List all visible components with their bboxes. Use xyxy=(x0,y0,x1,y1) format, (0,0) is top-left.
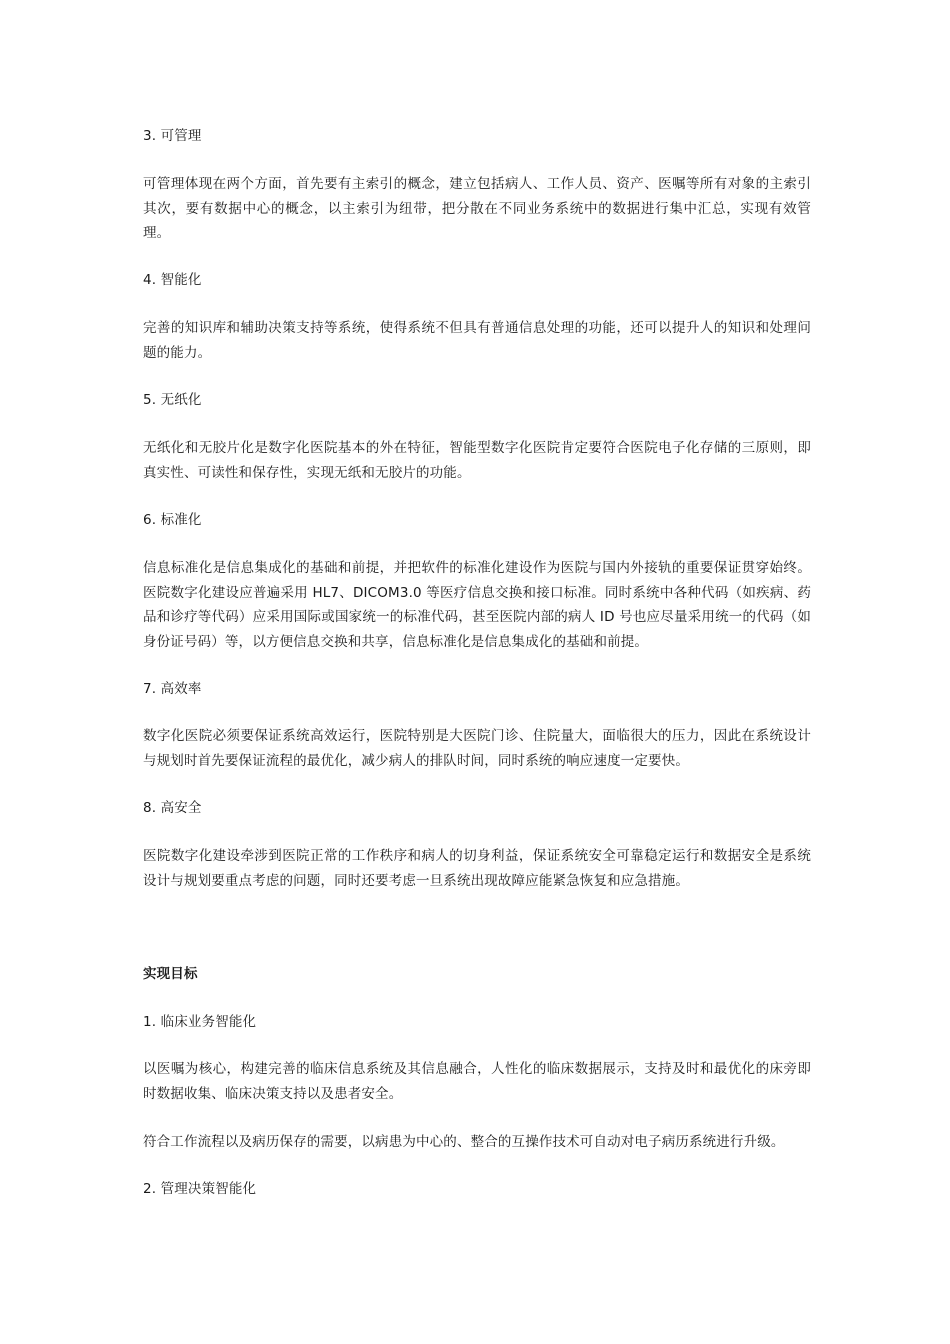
section-5-paragraph: 无纸化和无胶片化是数字化医院基本的外在特征，智能型数字化医院肯定要符合医院电子化存储的三原则，即真实性、可读性和保存性，实现无纸和无胶片的功能。 xyxy=(143,440,811,481)
goal-1-paragraph-2: 符合工作流程以及病历保存的需要，以病患为中心的、整合的互操作技术可自动对电子病历系统进行升级。 xyxy=(143,1134,785,1150)
section-4-heading: 4. 智能化 xyxy=(143,272,202,288)
goal-1-heading: 1. 临床业务智能化 xyxy=(143,1014,257,1030)
section-5-heading: 5. 无纸化 xyxy=(143,392,202,408)
section-4-paragraph: 完善的知识库和辅助决策支持等系统，使得系统不但具有普通信息处理的功能，还可以提升人的知识和处理问题的能力。 xyxy=(143,320,811,361)
section-3-paragraph: 可管理体现在两个方面，首先要有主索引的概念，建立包括病人、工作人员、资产、医嘱等所有对象的主索引 其次，要有数据中心的概念，以主索引为纽带，把分散在不同业务系统中的数据进行集中汇总，实现有效管理。 xyxy=(143,176,811,241)
section-6-heading: 6. 标准化 xyxy=(143,512,202,528)
section-7-paragraph: 数字化医院必须要保证系统高效运行，医院特别是大医院门诊、住院量大，面临很大的压力，因此在系统设计与规划时首先要保证流程的最优化，减少病人的排队时间，同时系统的响应速度一定要快。 xyxy=(143,728,811,769)
section-8-paragraph: 医院数字化建设牵涉到医院正常的工作秩序和病人的切身利益，保证系统安全可靠稳定运行和数据安全是系统设计与规划要重点考虑的问题，同时还要考虑一旦系统出现故障应能紧急恢复和应急措施。 xyxy=(143,848,811,889)
section-3-heading: 3. 可管理 xyxy=(143,128,202,144)
goals-title: 实现目标 xyxy=(143,966,198,982)
section-8-heading: 8. 高安全 xyxy=(143,800,202,816)
goal-2-heading: 2. 管理决策智能化 xyxy=(143,1181,257,1197)
section-6-paragraph: 信息标准化是信息集成化的基础和前提，并把软件的标准化建设作为医院与国内外接轨的重要保证贯穿始终。医院数字化建设应普遍采用 HL7、DICOM3.0 等医疗信息交换和接口标准。同时系统中各种代码（如疾病、药品和诊疗等代码）应采用国际或国家统一的标准代码，甚至医院内部的病人 ID 号也应尽量采用统一的代码（如身份证号码）等，以方便信息交换和共享，信息标准化是信息集成化的基础和前提。 xyxy=(143,560,811,650)
goal-1-paragraph-1: 以医嘱为核心，构建完善的临床信息系统及其信息融合，人性化的临床数据展示，支持及时和最优化的床旁即时数据收集、临床决策支持以及患者安全。 xyxy=(143,1061,811,1102)
section-7-heading: 7. 高效率 xyxy=(143,681,202,697)
